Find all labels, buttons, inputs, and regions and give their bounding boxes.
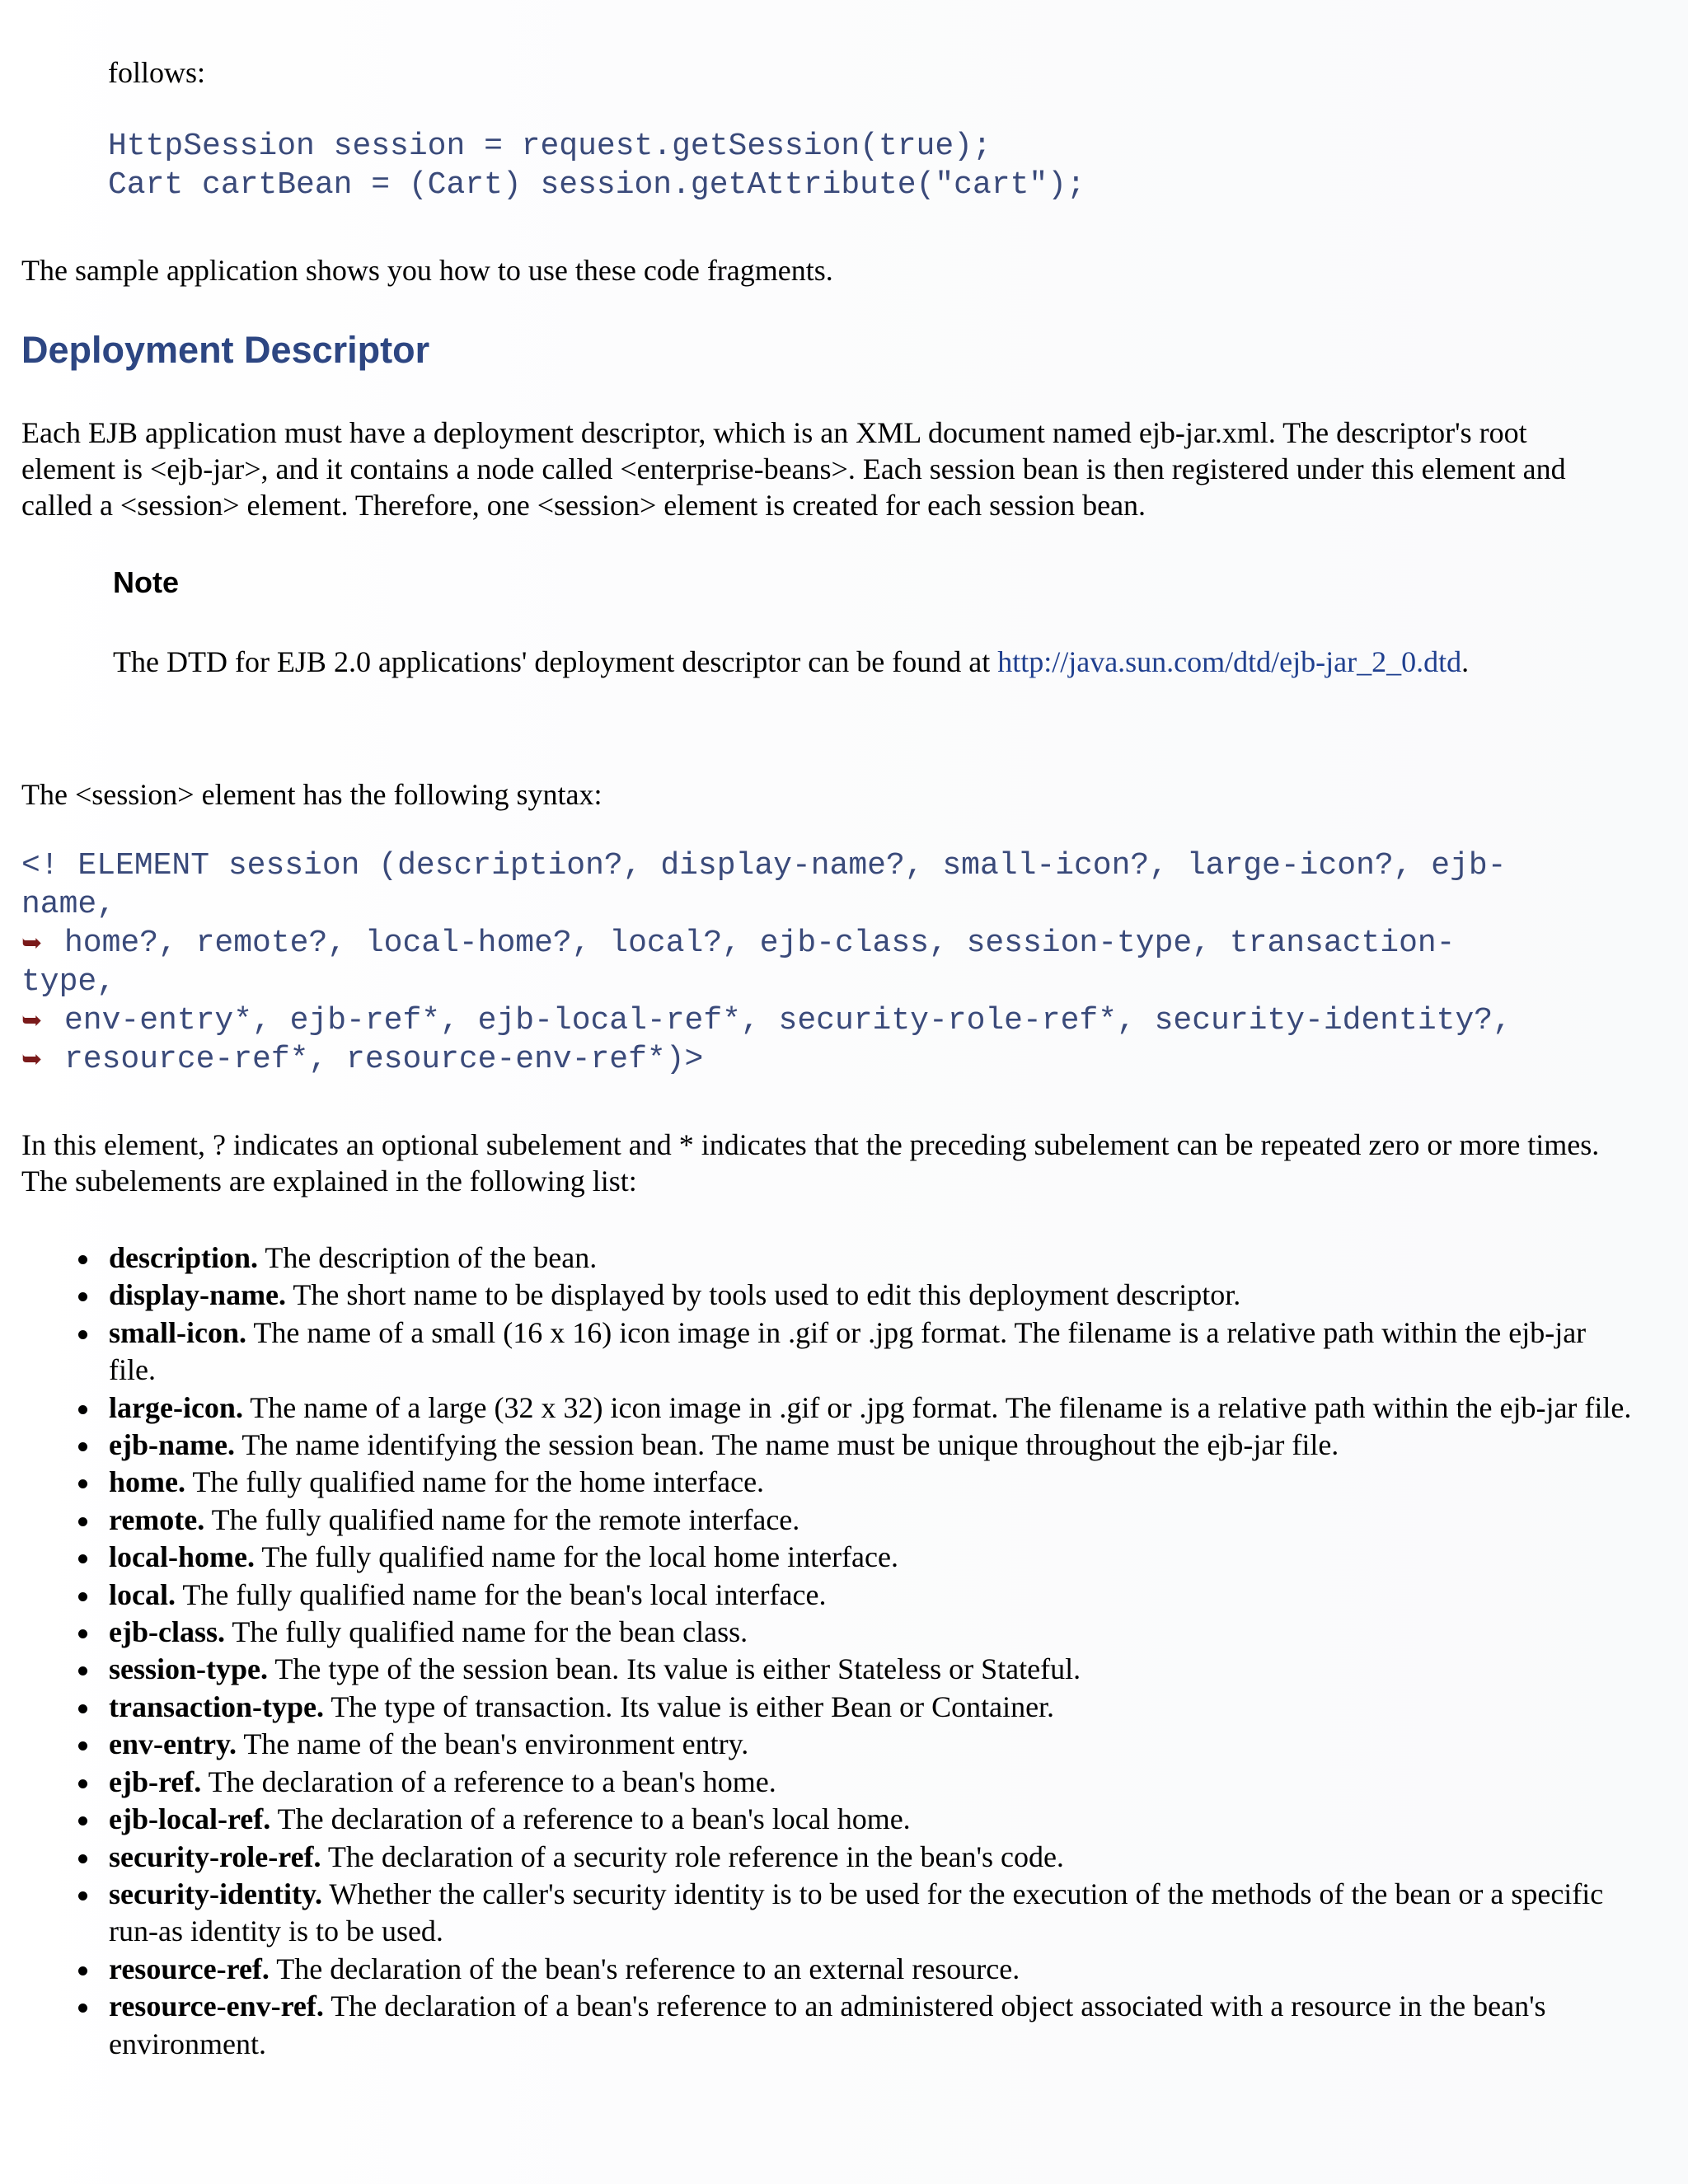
item-term: ejb-local-ref. — [109, 1802, 271, 1836]
list-item — [0, 1726, 1688, 1763]
sample-paragraph: The sample application shows you how to use these code fragments. — [21, 254, 833, 287]
item-term: security-role-ref. — [109, 1840, 321, 1873]
item-description: The declaration of a reference to a bean's home. — [201, 1765, 776, 1798]
syntax-line-6 — [21, 1040, 703, 1079]
item-term: small-icon. — [109, 1315, 246, 1349]
item-description: The declaration of a security role reference in the bean's code. — [321, 1840, 1064, 1873]
syntax-line-5 — [21, 1001, 1512, 1040]
list-item — [0, 1427, 1688, 1464]
item-description: The type of transaction. Its value is either Bean or Container. — [323, 1690, 1055, 1723]
note-text — [113, 644, 1469, 680]
explain-paragraph-line-2: The subelements are explained in the following list: — [21, 1165, 637, 1197]
item-description: Whether the caller's security identity is to be used for the execution of the methods of the bean or a specific — [321, 1877, 1604, 1910]
item-term: ejb-class. — [109, 1615, 225, 1649]
list-item — [0, 1876, 1688, 1951]
item-description: The type of the session bean. Its value is either Stateless or Stateful. — [268, 1652, 1081, 1686]
syntax-line-6-text: resource-ref*, resource-env-ref*)> — [64, 1042, 704, 1077]
syntax-intro: The <session> element has the following syntax: — [21, 778, 603, 811]
syntax-line-2: name, — [21, 887, 116, 922]
subelement-list — [0, 1240, 1688, 2063]
list-item — [0, 1801, 1688, 1838]
explain-paragraph-line-1: In this element, ? indicates an optional subelement and * indicates that the preceding subelement can be repeated zero or more times. — [21, 1128, 1600, 1161]
item-term: ejb-ref. — [109, 1765, 202, 1798]
item-term: home. — [109, 1465, 185, 1499]
section-heading: Deployment Descriptor — [21, 329, 430, 371]
list-item — [0, 1689, 1688, 1726]
list-item — [0, 1651, 1688, 1688]
item-description-continued: environment. — [109, 2027, 266, 2060]
dd-paragraph-line-2: element is <ejb-jar>, and it contains a node called <enterprise-beans>. Each session bean is then registered under this element and — [21, 452, 1566, 485]
item-description: The name of a large (32 x 32) icon image in .gif or .jpg format. The filename is a relative path within the ejb-jar file. — [242, 1390, 1632, 1424]
list-item — [0, 1539, 1688, 1576]
item-description: The declaration of the bean's reference to an external resource. — [269, 1952, 1020, 1985]
list-item — [0, 1614, 1688, 1651]
list-item — [0, 1951, 1688, 1988]
syntax-line-1: <! ELEMENT session (description?, display-name?, small-icon?, large-icon?, ejb- — [21, 848, 1507, 883]
syntax-line-4: type, — [21, 964, 116, 1000]
item-term: local-home. — [109, 1540, 255, 1574]
note-text-body: The DTD for EJB 2.0 applications' deployment descriptor can be found at — [113, 645, 998, 678]
item-term: large-icon. — [109, 1390, 243, 1424]
dd-paragraph-line-3: called a <session> element. Therefore, one <session> element is created for each session bean. — [21, 489, 1146, 522]
list-item — [0, 1464, 1688, 1501]
item-term: description. — [109, 1241, 259, 1274]
list-item — [0, 1764, 1688, 1801]
dd-paragraph-line-1: Each EJB application must have a deployment descriptor, which is an XML document named ejb-jar.xml. The descriptor's root — [21, 416, 1527, 449]
item-description: The name identifying the session bean. The name must be unique throughout the ejb-jar file. — [234, 1428, 1339, 1462]
note-text-end: . — [1461, 645, 1470, 678]
list-item — [0, 1277, 1688, 1314]
list-item — [0, 1240, 1688, 1277]
list-item — [0, 1502, 1688, 1539]
item-term: session-type. — [109, 1652, 269, 1686]
item-description: The short name to be displayed by tools used to edit this deployment descriptor. — [286, 1278, 1241, 1312]
item-term: transaction-type. — [109, 1690, 324, 1723]
note-title: Note — [113, 565, 179, 599]
syntax-line-5-text: env-entry*, ejb-ref*, ejb-local-ref*, security-role-ref*, security-identity?, — [64, 1003, 1512, 1038]
item-description-continued: file. — [109, 1353, 156, 1387]
item-term: env-entry. — [109, 1727, 237, 1761]
list-item — [0, 1577, 1688, 1614]
item-description: The fully qualified name for the bean class. — [224, 1615, 748, 1649]
item-description: The fully qualified name for the local home interface. — [254, 1540, 898, 1574]
continuation-arrow-icon: ➥ — [21, 1006, 43, 1035]
item-term: security-identity. — [109, 1877, 322, 1910]
item-term: local. — [109, 1577, 176, 1611]
continuation-arrow-icon: ➥ — [21, 1045, 43, 1074]
item-description: The fully qualified name for the remote interface. — [204, 1502, 800, 1536]
item-term: ejb-name. — [109, 1428, 235, 1462]
list-item — [0, 1390, 1688, 1427]
code-line-cart: Cart cartBean = (Cart) session.getAttribute("cart"); — [108, 167, 1085, 203]
item-description: The name of a small (16 x 16) icon image in .gif or .jpg format. The filename is a relative path within the ejb-jar — [246, 1315, 1587, 1349]
continuation-arrow-icon: ➥ — [21, 929, 43, 958]
item-description: The declaration of a reference to a bean's local home. — [270, 1802, 911, 1836]
item-description: The fully qualified name for the home interface. — [185, 1465, 765, 1499]
item-term: resource-env-ref. — [109, 1990, 324, 2023]
dtd-link[interactable]: http://java.sun.com/dtd/ejb-jar_2_0.dtd — [997, 645, 1462, 678]
item-term: resource-ref. — [109, 1952, 270, 1985]
list-item — [0, 1315, 1688, 1390]
item-term: display-name. — [109, 1278, 287, 1312]
syntax-line-3 — [21, 924, 1455, 963]
syntax-line-3-text: home?, remote?, local-home?, local?, ejb-class, session-type, transaction- — [64, 926, 1456, 961]
item-term: remote. — [109, 1502, 205, 1536]
intro-tail-text: follows: — [108, 56, 206, 89]
list-item — [0, 1988, 1688, 2063]
code-line-session: HttpSession session = request.getSession(true); — [108, 129, 992, 164]
list-item — [0, 1839, 1688, 1876]
item-description: The declaration of a bean's reference to an administered object associated with a resource in the bean's — [323, 1990, 1546, 2023]
item-description-continued: run-as identity is to be used. — [109, 1915, 443, 1948]
item-description: The description of the bean. — [258, 1241, 598, 1274]
item-description: The name of the bean's environment entry. — [236, 1727, 749, 1761]
item-description: The fully qualified name for the bean's local interface. — [175, 1577, 827, 1611]
